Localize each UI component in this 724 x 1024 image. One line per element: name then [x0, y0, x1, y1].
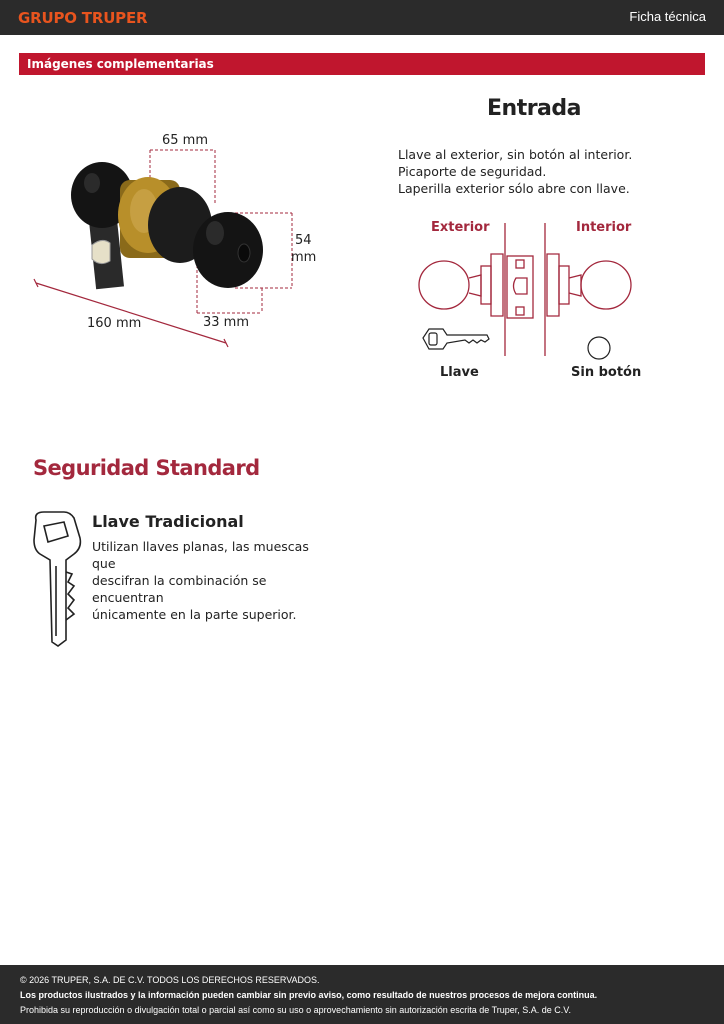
footer-notice: Los productos ilustrados y la información pueden cambiar sin previo aviso, como resultado de nuestros procesos de mejora continua.	[20, 990, 598, 1000]
key-desc-line: Utilizan llaves planas, las muescas que	[92, 539, 309, 571]
width-dimension: 65 mm	[162, 133, 209, 148]
top-bar	[0, 0, 724, 35]
lock-function-diagram	[415, 218, 640, 363]
function-description	[398, 146, 632, 197]
length-dimension: 160 mm	[87, 316, 142, 331]
height-dimension-value: 54	[295, 233, 312, 248]
exterior-label: Exterior	[431, 220, 490, 235]
footer-prohibition: Prohibida su reproducción o divulgación total o parcial así como su uso o aprovechamiento sin autorización escrita de Truper, S.A. de C.V.	[20, 1005, 571, 1015]
traditional-key-icon	[32, 510, 82, 650]
function-desc-line: Picaporte de seguridad.	[398, 164, 547, 179]
document-type: Ficha técnica	[629, 9, 706, 24]
key-type-title: Llave Tradicional	[92, 512, 244, 531]
function-desc-line: Laperilla exterior sólo abre con llave.	[398, 181, 630, 196]
key-label: Llave	[440, 365, 479, 380]
function-title: Entrada	[487, 96, 581, 121]
no-button-icon	[588, 337, 610, 359]
section-header	[19, 53, 705, 75]
depth-dimension: 33 mm	[203, 315, 250, 330]
height-dimension-unit: mm	[291, 250, 317, 265]
section-title: Imágenes complementarias	[27, 57, 214, 71]
key-type-description	[92, 538, 332, 623]
key-desc-line: descifran la combinación se encuentran	[92, 573, 267, 605]
interior-label: Interior	[576, 220, 632, 235]
brand-logo: GRUPO TRUPER	[18, 9, 148, 27]
product-image	[30, 125, 300, 350]
footer-copyright: © 2026 TRUPER, S.A. DE C.V. TODOS LOS DERECHOS RESERVADOS.	[20, 975, 320, 985]
key-desc-line: únicamente en la parte superior.	[92, 607, 297, 622]
key-icon	[423, 329, 489, 349]
function-desc-line: Llave al exterior, sin botón al interior.	[398, 147, 633, 162]
security-title: Seguridad Standard	[33, 456, 260, 480]
footer	[0, 965, 724, 1024]
no-button-label: Sin botón	[571, 365, 642, 380]
